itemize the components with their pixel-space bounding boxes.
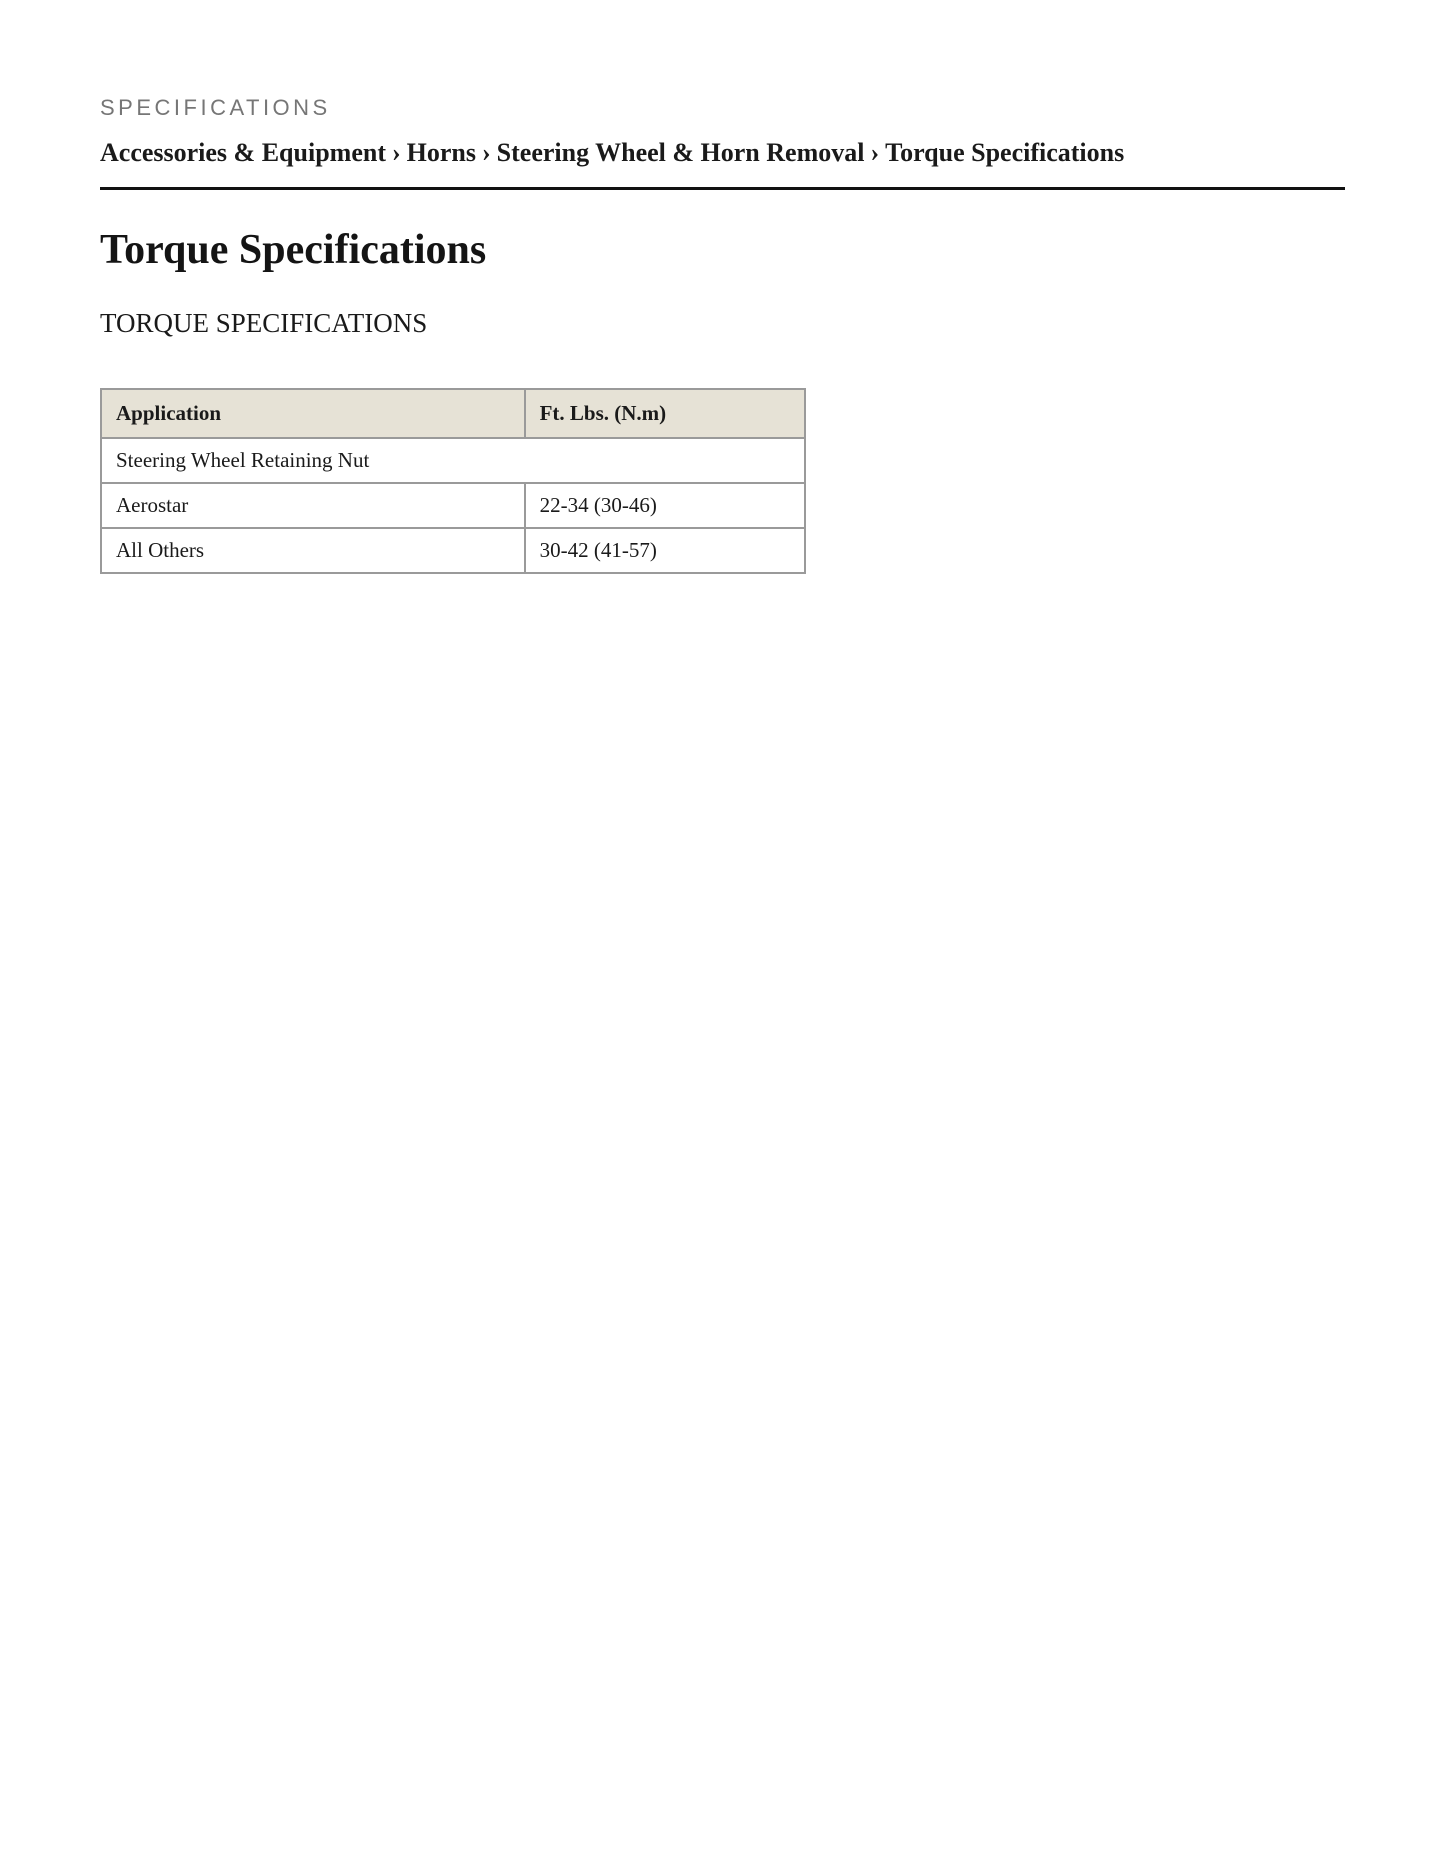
column-header-application: Application xyxy=(101,389,525,438)
group-label: Steering Wheel Retaining Nut xyxy=(101,438,805,483)
torque-spec-table xyxy=(100,388,806,574)
table-row xyxy=(101,483,805,528)
application-cell: Aerostar xyxy=(101,483,525,528)
table-header-row xyxy=(101,389,805,438)
breadcrumb-separator: › xyxy=(870,138,880,167)
breadcrumb-separator: › xyxy=(482,138,491,167)
column-header-torque: Ft. Lbs. (N.m) xyxy=(525,389,805,438)
breadcrumb-item-accessories[interactable]: Accessories & Equipment xyxy=(100,138,386,167)
breadcrumb-item-current: Torque Specifications xyxy=(885,138,1125,167)
torque-value-cell: 22-34 (30-46) xyxy=(525,483,805,528)
section-subheading: TORQUE SPECIFICATIONS xyxy=(100,308,428,338)
torque-value-cell: 30-42 (41-57) xyxy=(525,528,805,573)
breadcrumb xyxy=(100,137,1124,169)
breadcrumb-item-steering-wheel[interactable]: Steering Wheel & Horn Removal xyxy=(496,138,865,167)
header-divider xyxy=(100,187,1345,190)
breadcrumb-item-horns[interactable]: Horns xyxy=(406,138,476,167)
application-cell: All Others xyxy=(101,528,525,573)
table-row xyxy=(101,528,805,573)
section-label: SPECIFICATIONS xyxy=(100,95,331,120)
table-group-row xyxy=(101,438,805,483)
breadcrumb-separator: › xyxy=(391,138,401,167)
page-title: Torque Specifications xyxy=(100,227,487,273)
